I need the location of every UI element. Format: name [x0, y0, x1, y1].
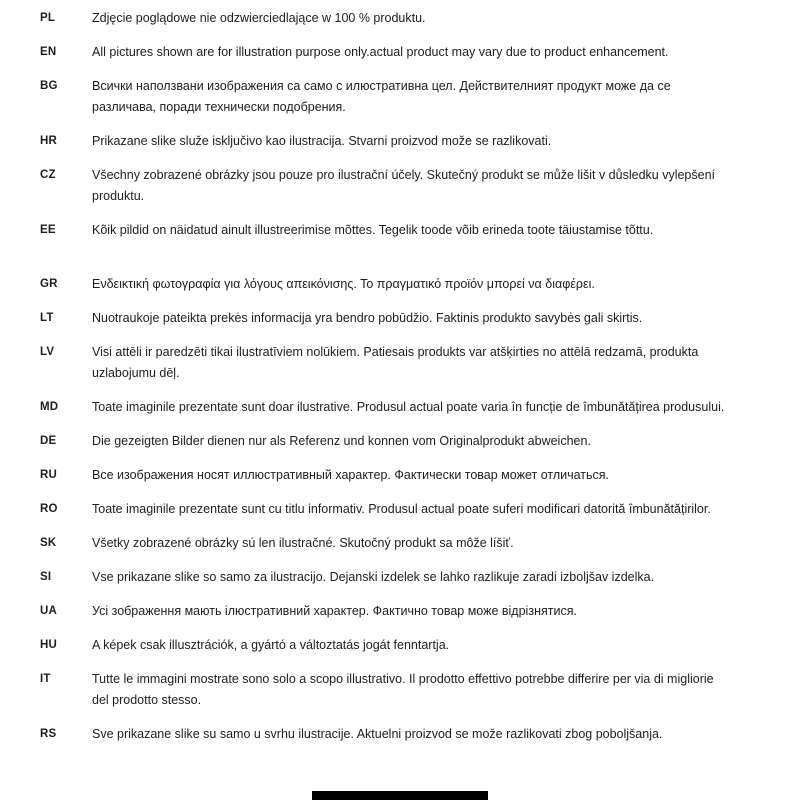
disclaimer-row: [40, 567, 750, 588]
disclaimer-text: Zdjęcie poglądowe nie odzwierciedlające w 100 % produktu.: [92, 11, 426, 25]
disclaimer-text: Tutte le immagini mostrate sono solo a scopo illustrativo. Il prodotto effettivo potrebbe differire per via di migliorie del prodotto stesso.: [92, 672, 714, 707]
disclaimer-row: [40, 308, 750, 329]
language-code-label: LV: [40, 346, 55, 358]
language-code-label: LT: [40, 312, 54, 324]
language-code-label: UA: [40, 605, 58, 617]
disclaimer-text: Усі зображення мають ілюстративний характер. Фактично товар може відрізнятися.: [92, 604, 577, 618]
language-code-label: IT: [40, 673, 51, 685]
disclaimer-row: [40, 635, 750, 656]
disclaimer-row: [40, 397, 750, 418]
language-code-label: EN: [40, 46, 57, 58]
language-code-label: DE: [40, 435, 57, 447]
disclaimer-text: A képek csak illusztrációk, a gyártó a változtatás jogát fenntartja.: [92, 638, 450, 652]
disclaimer-text: Sve prikazane slike su samo u svrhu ilustracije. Aktuelni proizvod se može razlikovati zbog poboljšanja.: [92, 727, 663, 741]
language-code-label: HU: [40, 639, 58, 651]
disclaimer-text: Všetky zobrazené obrázky sú len ilustračné. Skutočný produkt sa môže líšiť.: [92, 536, 514, 550]
bottom-indicator-bar: [312, 791, 488, 800]
disclaimer-row: [40, 499, 750, 520]
disclaimer-row: [40, 274, 750, 295]
disclaimer-text: Prikazane slike služe isključivo kao ilustracija. Stvarni proizvod može se razlikovati.: [92, 134, 552, 148]
disclaimer-row: [40, 724, 750, 745]
language-code-label: HR: [40, 135, 58, 147]
disclaimer-text: Toate imaginile prezentate sunt doar ilustrative. Produsul actual poate varia în funcție de îmbunătățirea produsului.: [92, 400, 725, 414]
disclaimer-text: Nuotraukoje pateikta prekės informacija yra bendro pobūdžio. Faktinis produkto savybės gali skirtis.: [92, 311, 643, 325]
language-code-label: MD: [40, 401, 59, 413]
language-code-label: PL: [40, 12, 56, 24]
disclaimer-row: [40, 342, 750, 384]
disclaimer-row: [40, 601, 750, 622]
language-code-label: EE: [40, 224, 56, 236]
disclaimer-row: [40, 220, 750, 241]
disclaimer-text: All pictures shown are for illustration purpose only.actual product may vary due to product enhancement.: [92, 45, 669, 59]
language-code-label: RS: [40, 728, 57, 740]
disclaimer-row: [40, 669, 750, 711]
disclaimer-text: Vse prikazane slike so samo za ilustracijo. Dejanski izdelek se lahko razlikuje zaradi izboljšav izdelka.: [92, 570, 655, 584]
language-code-label: SI: [40, 571, 52, 583]
disclaimer-row: [40, 533, 750, 554]
language-code-label: RO: [40, 503, 58, 515]
disclaimer-text: Ενδεικτική φωτογραφία για λόγους απεικόνισης. Το πραγματικό προϊόν μπορεί να διαφέρει.: [92, 277, 595, 291]
disclaimer-text: Toate imaginile prezentate sunt cu titlu informativ. Produsul actual poate suferi modificari datorită îmbunătățirilor.: [92, 502, 711, 516]
language-code-label: CZ: [40, 169, 56, 181]
disclaimer-text: Všechny zobrazené obrázky jsou pouze pro ilustrační účely. Skutečný produkt se může lišit v důsledku vylepšení produktu.: [92, 168, 716, 203]
language-code-label: RU: [40, 469, 58, 481]
disclaimer-text: Die gezeigten Bilder dienen nur als Referenz und konnen vom Originalprodukt abweichen.: [92, 434, 591, 448]
disclaimer-text: Все изображения носят иллюстративный характер. Фактически товар может отличаться.: [92, 468, 610, 482]
disclaimer-row: [40, 42, 750, 63]
disclaimer-row: [40, 465, 750, 486]
disclaimer-text: Всички наползвани изображения са само с илюстративна цел. Действителният продукт може да се различава, поради технически подобрения.: [92, 79, 671, 114]
disclaimer-text: Visi attēli ir paredzēti tikai ilustratīviem nolūkiem. Patiesais produkts var atšķirties no attēlā redzamā, produkta uzlabojumu dēļ.: [92, 345, 699, 380]
disclaimer-row: [40, 76, 750, 118]
language-code-label: GR: [40, 278, 58, 290]
disclaimer-row: [40, 8, 750, 29]
disclaimer-row: [40, 165, 750, 207]
disclaimer-row: [40, 131, 750, 152]
language-code-label: BG: [40, 80, 58, 92]
disclaimer-row: [40, 431, 750, 452]
disclaimer-text: Kõik pildid on näidatud ainult illustreerimise mõttes. Tegelik toode võib erineda toote täiustamise tõttu.: [92, 223, 654, 237]
language-code-label: SK: [40, 537, 57, 549]
